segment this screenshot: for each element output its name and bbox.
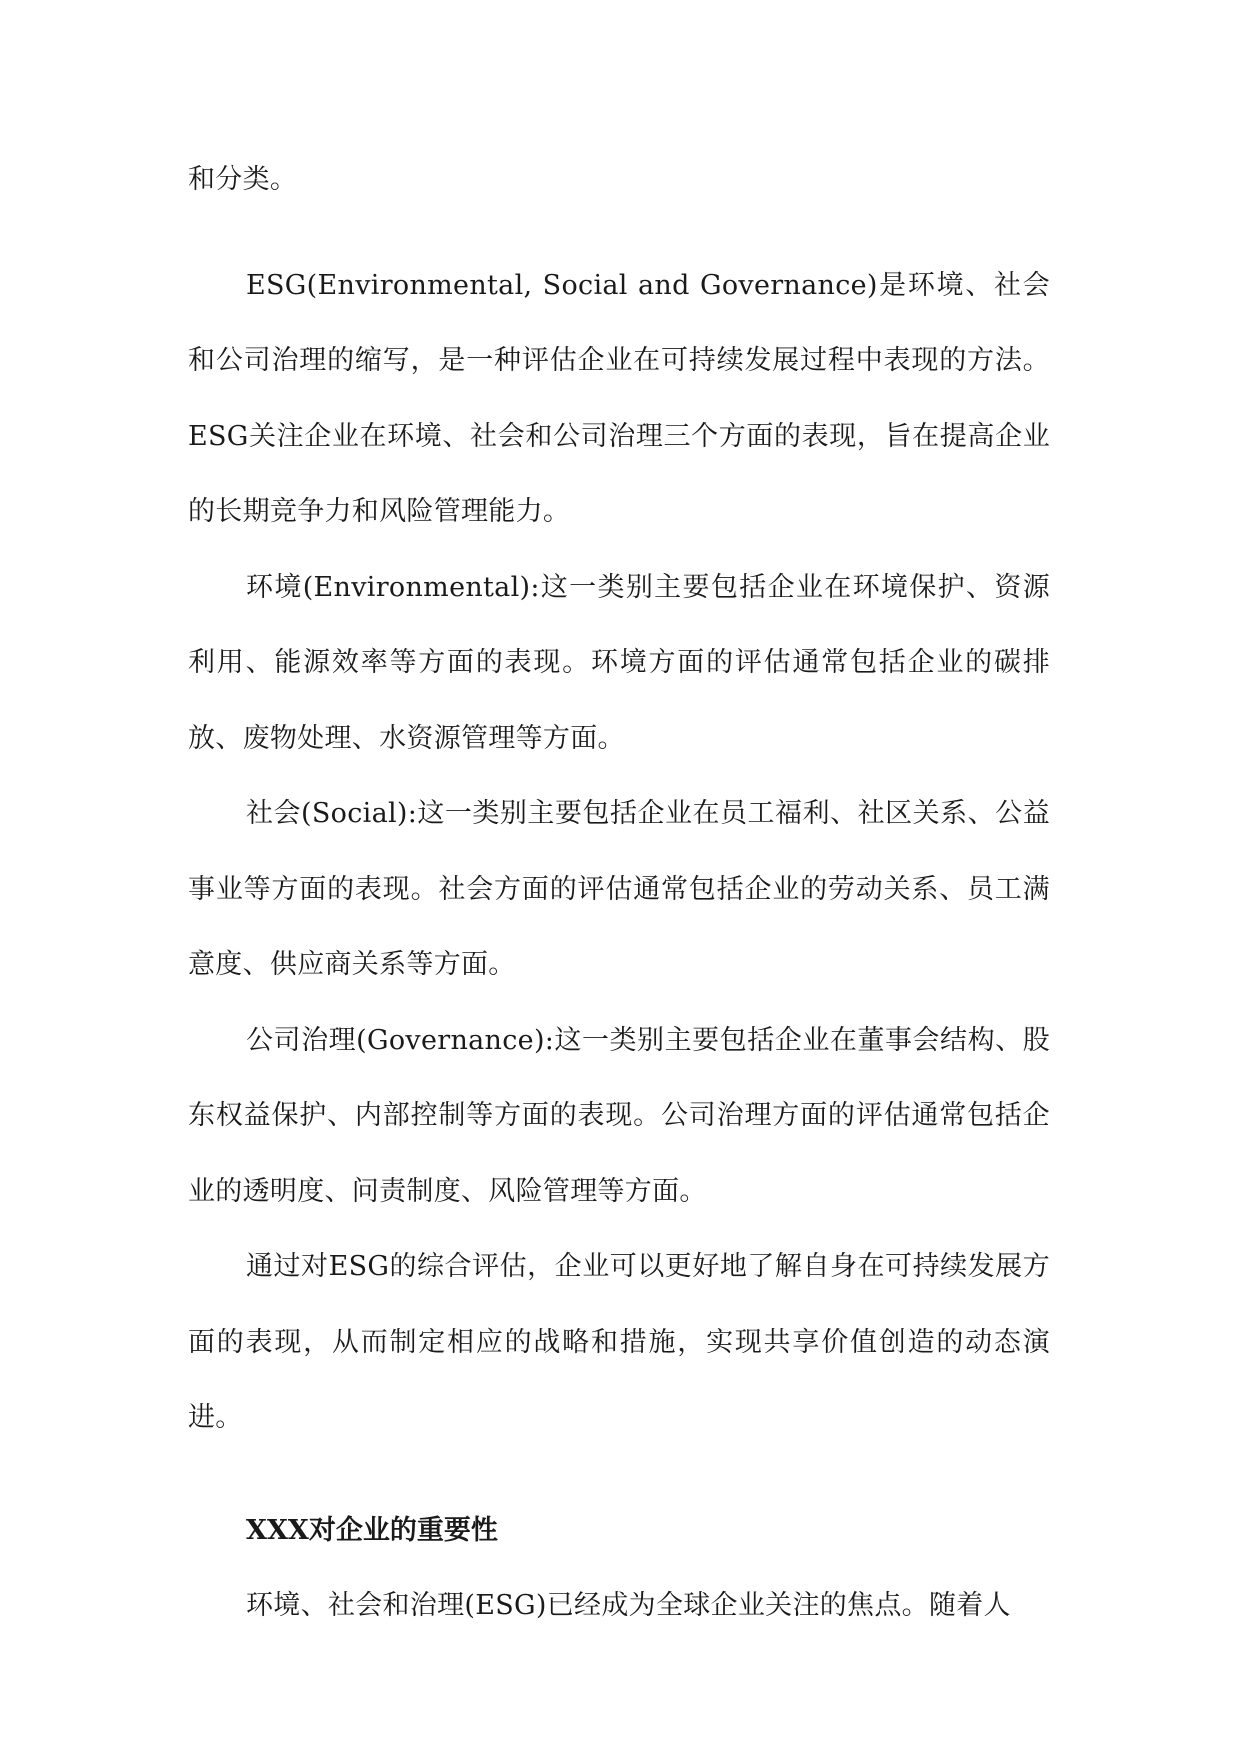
paragraph-governance: 公司治理(Governance):这一类别主要包括企业在董事会结构、股东权益保护、内部控制等方面的表现。公司治理方面的评估通常包括企业的透明度、问责制度、风险管理等方面。 xyxy=(188,1024,1050,1207)
paragraph-environmental: 环境(Environmental):这一类别主要包括企业在环境保护、资源利用、能源效率等方面的表现。环境方面的评估通常包括企业的碳排放、废物处理、水资源管理等方面。 xyxy=(188,571,1050,754)
document-body xyxy=(188,142,1050,1644)
paragraph-social: 社会(Social):这一类别主要包括企业在员工福利、社区关系、公益事业等方面的表现。社会方面的评估通常包括企业的劳动关系、员工满意度、供应商关系等方面。 xyxy=(188,798,1050,980)
paragraph-esg-definition: ESG(Environmental, Social and Governance)是环境、社会和公司治理的缩写，是一种评估企业在可持续发展过程中表现的方法。ESG关注企业在环境、社会和公司治理三个方面的表现，旨在提高企业的长期竞争力和风险管理能力。 xyxy=(188,269,1050,527)
paragraph-importance-intro: 环境、社会和治理(ESG)已经成为全球企业关注的焦点。随着人 xyxy=(246,1590,1011,1621)
section-heading: XXX对企业的重要性 xyxy=(246,1514,498,1546)
paragraph-esg-evaluation: 通过对ESG的综合评估，企业可以更好地了解自身在可持续发展方面的表现，从而制定相应的战略和措施，实现共享价值创造的动态演进。 xyxy=(188,1251,1050,1433)
paragraph-continuation: 和分类。 xyxy=(188,164,298,195)
